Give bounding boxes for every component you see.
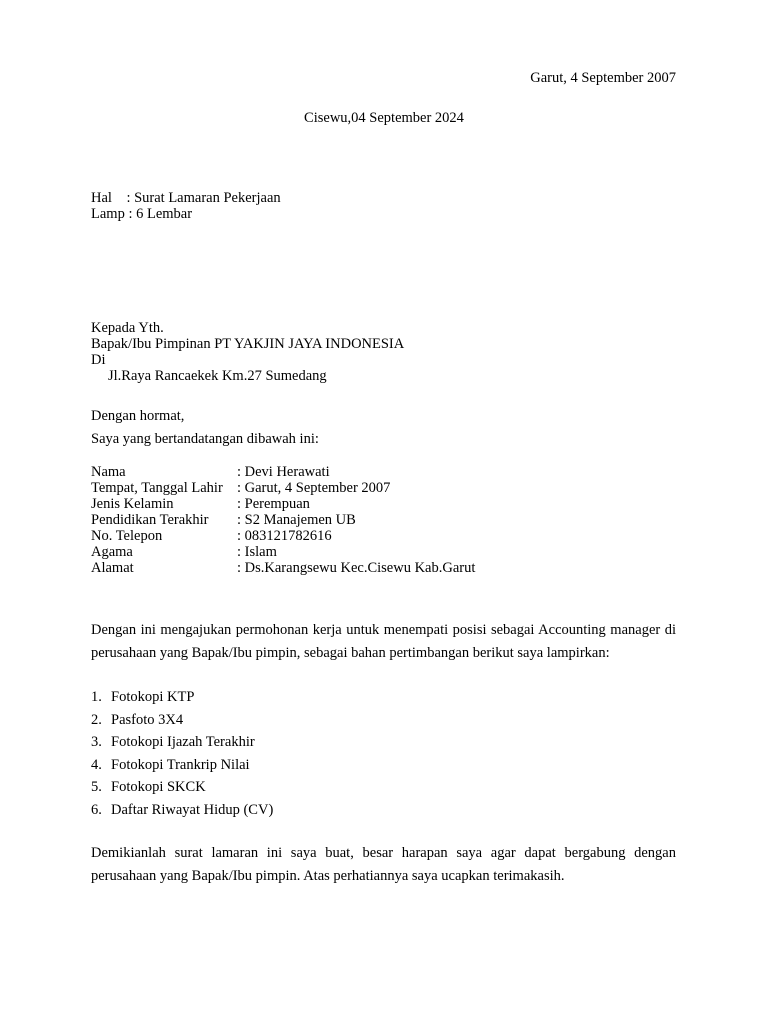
list-item-number: 1. (91, 689, 102, 705)
attachment-list (91, 686, 273, 821)
intro-line: Saya yang bertandatangan dibawah ini: (91, 431, 319, 447)
recipient-di: Di (91, 352, 106, 368)
identity-label: No. Telepon (91, 528, 163, 544)
recipient-street: Jl.Raya Rancaekek Km.27 Sumedang (108, 368, 327, 384)
identity-row (91, 512, 475, 528)
identity-value: : 083121782616 (237, 528, 332, 544)
request-paragraph: Dengan ini mengajukan permohonan kerja untuk menempati posisi sebagai Accounting manager di perusahaan yang Bapak/Ibu pimpin, sebagai bahan pertimbangan berikut saya lampirkan: (91, 622, 676, 661)
identity-value: : Garut, 4 September 2007 (237, 480, 391, 496)
list-item-text: Pasfoto 3X4 (111, 711, 184, 728)
subject-key: Hal (91, 190, 112, 206)
list-item-text: Daftar Riwayat Hidup (CV) (111, 801, 274, 818)
closing-paragraph: Demikianlah surat lamaran ini saya buat, besar harapan saya agar dapat bergabung dengan perusahaan yang Bapak/Ibu pimpin. Atas perhatiannya saya ucapkan terimakasih. (91, 845, 676, 884)
identity-label: Pendidikan Terakhir (91, 512, 209, 528)
list-item (91, 731, 273, 754)
identity-label: Tempat, Tanggal Lahir (91, 480, 223, 496)
identity-label: Jenis Kelamin (91, 496, 174, 512)
list-item (91, 776, 273, 799)
identity-row (91, 480, 475, 496)
list-item-number: 6. (91, 801, 102, 818)
identity-value: : S2 Manajemen UB (237, 512, 356, 528)
recipient-salutation: Kepada Yth. (91, 320, 164, 336)
list-item-text: Fotokopi Trankrip Nilai (111, 756, 250, 773)
list-item-number: 5. (91, 779, 102, 795)
identity-value: : Islam (237, 544, 277, 560)
identity-label: Nama (91, 464, 126, 480)
list-item-text: Fotokopi Ijazah Terakhir (111, 734, 255, 750)
letter-date-top: Garut, 4 September 2007 (530, 70, 676, 86)
greeting: Dengan hormat, (91, 408, 185, 424)
subject-line (91, 190, 281, 206)
list-item-number: 2. (91, 711, 102, 728)
identity-label: Alamat (91, 560, 134, 576)
identity-value: : Perempuan (237, 496, 310, 512)
identity-row (91, 496, 475, 512)
identity-value: : Ds.Karangsewu Kec.Cisewu Kab.Garut (237, 560, 476, 576)
list-item-text: Fotokopi SKCK (111, 779, 206, 795)
subject-value: : Surat Lamaran Pekerjaan (111, 190, 281, 206)
identity-row (91, 464, 475, 480)
list-item (91, 709, 273, 732)
list-item (91, 799, 273, 822)
recipient-name: Bapak/Ibu Pimpinan PT YAKJIN JAYA INDONESIA (91, 336, 405, 352)
list-item (91, 754, 273, 777)
list-item-number: 4. (91, 756, 102, 773)
list-item (91, 686, 273, 709)
identity-row (91, 544, 475, 560)
identity-row (91, 528, 475, 544)
identity-row (91, 560, 475, 576)
letter-date-center: Cisewu,04 September 2024 (304, 110, 464, 126)
letter-meta (91, 190, 281, 222)
identity-label: Agama (91, 544, 133, 560)
list-item-number: 3. (91, 734, 102, 750)
identity-value: : Devi Herawati (237, 464, 330, 480)
list-item-text: Fotokopi KTP (111, 689, 195, 705)
attachment-count-line: Lamp : 6 Lembar (91, 206, 193, 222)
identity-table (91, 464, 475, 576)
recipient-address (91, 320, 404, 384)
